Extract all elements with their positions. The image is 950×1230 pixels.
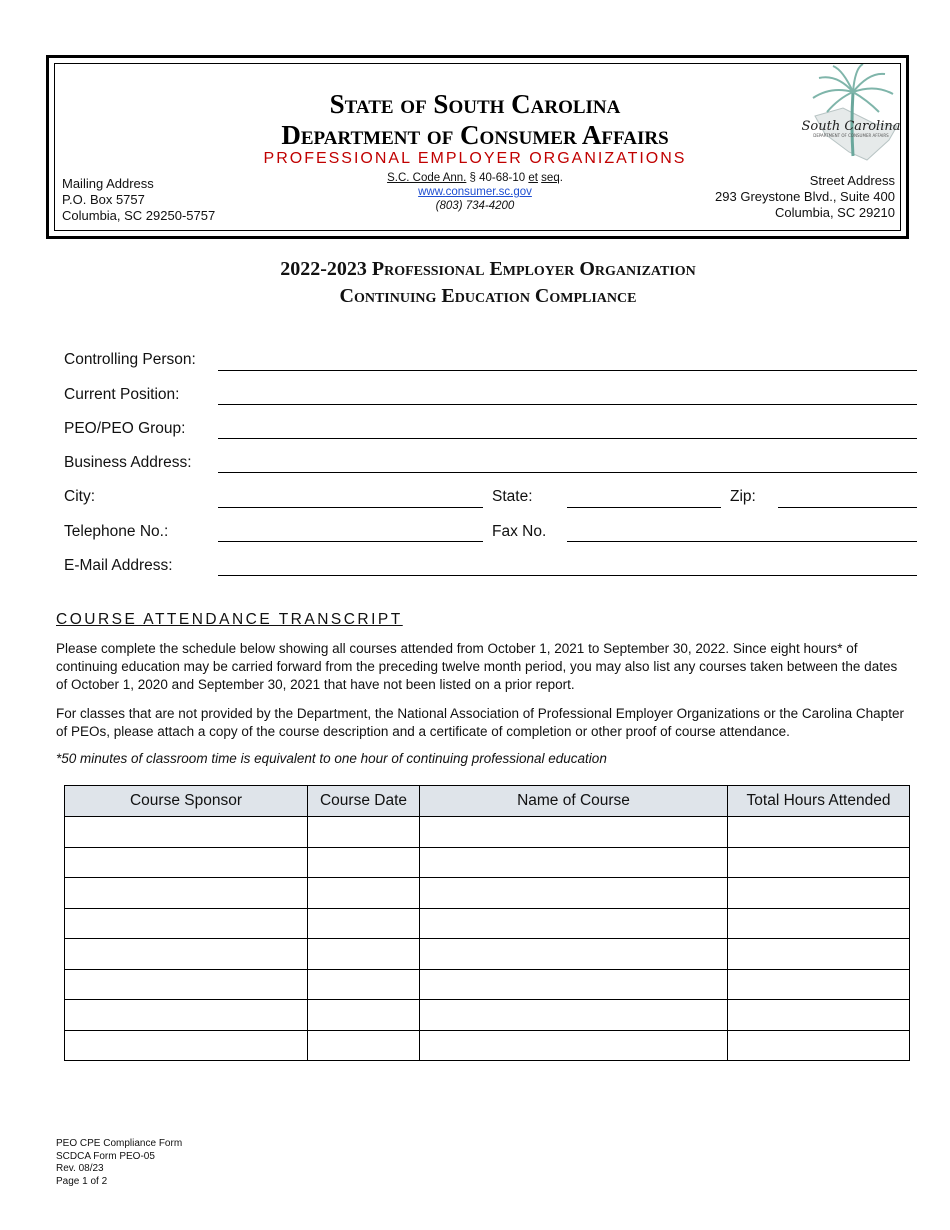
course-name-cell[interactable] — [420, 878, 728, 909]
street-address — [715, 173, 895, 221]
course-sponsor-cell[interactable] — [65, 817, 308, 848]
statute-code-name: S.C. Code Ann. — [387, 172, 467, 184]
course-name-cell[interactable] — [420, 908, 728, 939]
street-address-label: Street Address — [809, 173, 895, 188]
zip-field[interactable] — [778, 507, 917, 508]
city-field[interactable] — [218, 507, 483, 508]
table-row — [65, 939, 910, 970]
business-address-field[interactable] — [218, 472, 917, 473]
total-hours-cell[interactable] — [728, 1000, 910, 1031]
form-title-line2: Continuing Education Compliance — [339, 285, 637, 307]
total-hours-cell[interactable] — [728, 1030, 910, 1061]
table-row — [65, 908, 910, 939]
mailing-address — [62, 176, 215, 224]
course-date-cell[interactable] — [308, 969, 420, 1000]
form-title-line1: 2022-2023 Professional Employer Organization — [280, 258, 696, 280]
zip-label: Zip: — [730, 488, 756, 505]
course-date-cell[interactable] — [308, 847, 420, 878]
agency-division-title: PROFESSIONAL EMPLOYER ORGANIZATIONS — [263, 150, 687, 167]
table-header-row — [65, 786, 910, 817]
table-row — [65, 969, 910, 1000]
city-label: City: — [64, 488, 95, 505]
peo-group-field[interactable] — [218, 438, 917, 439]
course-name-cell[interactable] — [420, 1000, 728, 1031]
street-address-line2: Columbia, SC 29210 — [775, 205, 895, 220]
instructions-paragraph-1: Please complete the schedule below showing all courses attended from October 1, 2021 to September 30, 2022. Since eight hours* of continuing education may be carried forward from the preceding twelve month period, you may also list any courses taken between the dates of October 1, 2020 and September 30, 2021 that have not been listed on a prior report. — [56, 641, 898, 692]
total-hours-cell[interactable] — [728, 817, 910, 848]
course-name-cell[interactable] — [420, 1030, 728, 1061]
footer-form-name: PEO CPE Compliance Form — [56, 1138, 183, 1149]
course-date-cell[interactable] — [308, 878, 420, 909]
course-date-cell[interactable] — [308, 939, 420, 970]
current-position-field[interactable] — [218, 404, 917, 405]
course-sponsor-cell[interactable] — [65, 939, 308, 970]
statute-seq: seq — [541, 172, 560, 184]
course-sponsor-cell[interactable] — [65, 908, 308, 939]
course-name-cell[interactable] — [420, 847, 728, 878]
course-sponsor-cell[interactable] — [65, 1030, 308, 1061]
footer-revision: Rev. 08/23 — [56, 1163, 104, 1174]
course-transcript-heading: COURSE ATTENDANCE TRANSCRIPT — [56, 611, 403, 628]
email-field[interactable] — [218, 575, 917, 576]
street-address-line1: 293 Greystone Blvd., Suite 400 — [715, 189, 895, 204]
table-row — [65, 1000, 910, 1031]
controlling-person-field[interactable] — [218, 370, 917, 371]
logo-caption-text: DEPARTMENT OF CONSUMER AFFAIRS — [813, 133, 889, 138]
statute-et: et — [528, 172, 538, 184]
agency-state-title: State of South Carolina — [329, 89, 621, 119]
peo-group-label: PEO/PEO Group: — [64, 420, 186, 437]
course-date-cell[interactable] — [308, 817, 420, 848]
fax-label: Fax No. — [492, 523, 547, 540]
form-footer — [56, 1138, 182, 1188]
table-row — [65, 878, 910, 909]
state-field[interactable] — [567, 507, 721, 508]
mailing-address-line2: Columbia, SC 29250-5757 — [62, 208, 216, 223]
course-name-cell[interactable] — [420, 969, 728, 1000]
classroom-time-note: *50 minutes of classroom time is equivalent to one hour of continuing professional education — [56, 751, 607, 766]
agency-department-title: Department of Consumer Affairs — [281, 120, 669, 150]
course-sponsor-cell[interactable] — [65, 847, 308, 878]
controlling-person-label: Controlling Person: — [64, 351, 196, 368]
total-hours-cell[interactable] — [728, 878, 910, 909]
fax-field[interactable] — [567, 541, 917, 542]
instructions-paragraph-2: For classes that are not provided by the Department, the National Association of Professional Employer Organizations or the Carolina Chapter of PEOs, please attach a copy of the course description and a certificate of completion or other proof of course attendance. — [56, 706, 904, 739]
statute-section: § 40-68-10 — [466, 172, 529, 184]
business-address-label: Business Address: — [64, 454, 192, 471]
course-date-cell[interactable] — [308, 908, 420, 939]
email-label: E-Mail Address: — [64, 557, 173, 574]
telephone-field[interactable] — [218, 541, 483, 542]
telephone-label: Telephone No.: — [64, 523, 169, 540]
course-sponsor-cell[interactable] — [65, 878, 308, 909]
phone-number: (803) 734-4200 — [435, 200, 515, 212]
table-row — [65, 1030, 910, 1061]
total-hours-cell[interactable] — [728, 908, 910, 939]
state-label: State: — [492, 488, 533, 505]
course-date-cell[interactable] — [308, 1030, 420, 1061]
sc-consumer-affairs-logo — [797, 64, 905, 164]
table-row — [65, 817, 910, 848]
mailing-address-line1: P.O. Box 5757 — [62, 192, 145, 207]
column-header-course-date: Course Date — [308, 786, 420, 817]
logo-script-text: South Carolina — [801, 119, 901, 134]
total-hours-cell[interactable] — [728, 969, 910, 1000]
course-name-cell[interactable] — [420, 939, 728, 970]
column-header-course-name: Name of Course — [420, 786, 728, 817]
course-date-cell[interactable] — [308, 1000, 420, 1031]
table-row — [65, 847, 910, 878]
course-attendance-table — [64, 785, 910, 1061]
course-sponsor-cell[interactable] — [65, 969, 308, 1000]
statute-period: . — [559, 172, 563, 184]
current-position-label: Current Position: — [64, 386, 180, 403]
column-header-total-hours: Total Hours Attended — [728, 786, 910, 817]
footer-form-number: SCDCA Form PEO-05 — [56, 1150, 155, 1162]
course-name-cell[interactable] — [420, 817, 728, 848]
footer-page-number: Page 1 of 2 — [56, 1175, 108, 1187]
course-sponsor-cell[interactable] — [65, 1000, 308, 1031]
column-header-course-sponsor: Course Sponsor — [65, 786, 308, 817]
total-hours-cell[interactable] — [728, 847, 910, 878]
website-link[interactable]: www.consumer.sc.gov — [418, 186, 532, 198]
mailing-address-label: Mailing Address — [62, 176, 154, 191]
total-hours-cell[interactable] — [728, 939, 910, 970]
